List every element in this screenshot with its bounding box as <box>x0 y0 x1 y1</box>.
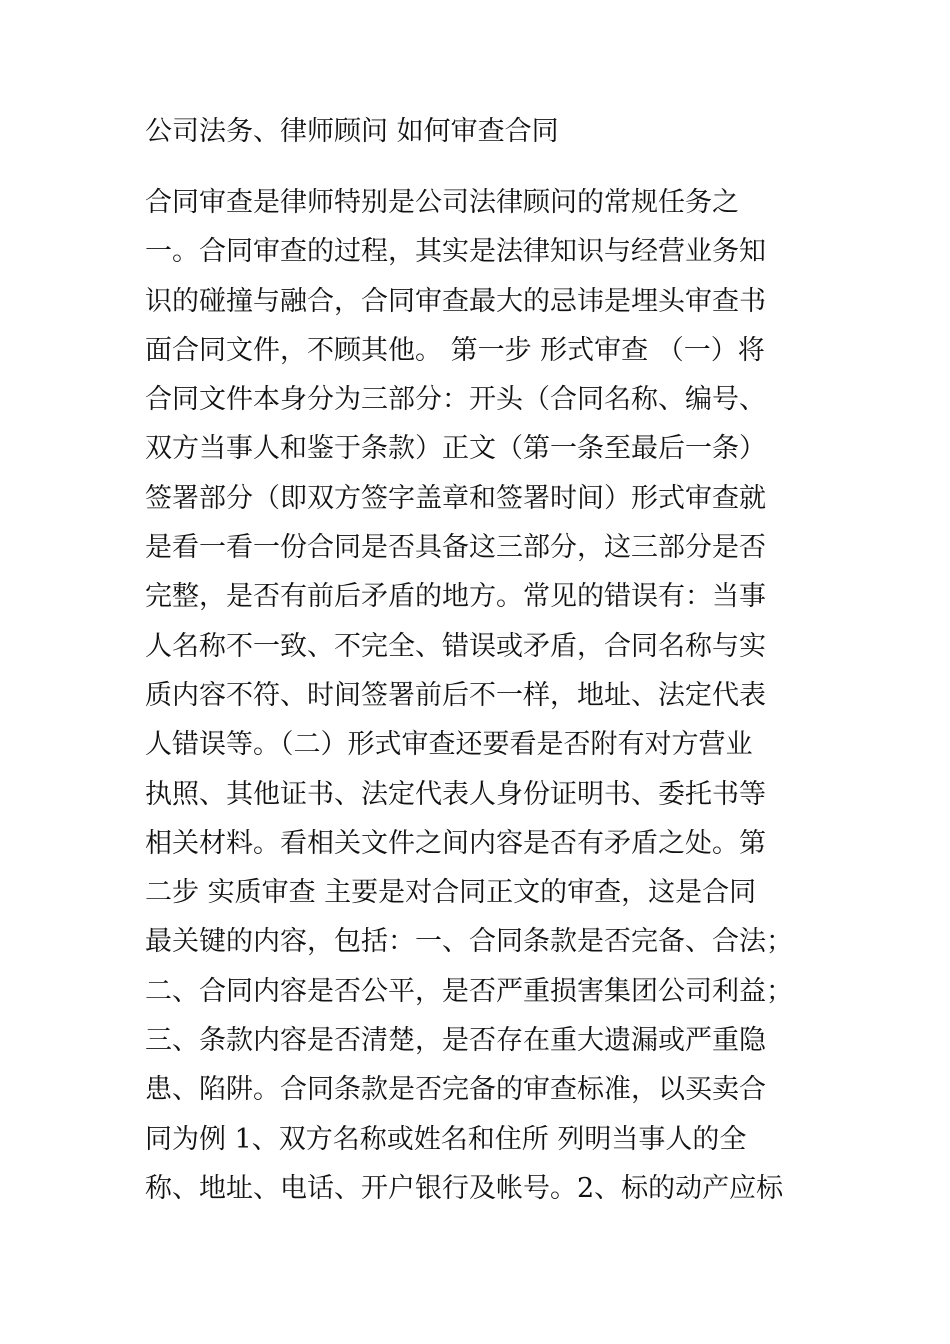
body-line: 人名称不一致、不完全、错误或矛盾，合同名称与实 <box>145 630 766 662</box>
body-line: 同为例 1、双方名称或姓名和住所 列明当事人的全 <box>145 1123 747 1155</box>
body-line: 签署部分（即双方签字盖章和签署时间）形式审查就 <box>145 482 766 514</box>
body-line: 是看一看一份合同是否具备这三部分，这三部分是否 <box>145 532 766 564</box>
body-line: 合同文件本身分为三部分：开头（合同名称、编号、 <box>145 384 766 416</box>
body-line: 二步 实质审查 主要是对合同正文的审查，这是合同 <box>145 877 757 909</box>
document-title: 公司法务、律师顾问 如何审查合同 <box>145 116 559 147</box>
body-line: 识的碰撞与融合，合同审查最大的忌讳是埋头审查书 <box>145 285 766 317</box>
body-line: 执照、其他证书、法定代表人身份证明书、委托书等 <box>145 778 766 810</box>
body-line: 一。合同审查的过程，其实是法律知识与经营业务知 <box>145 236 766 268</box>
body-line: 完整，是否有前后矛盾的地方。常见的错误有：当事 <box>145 581 766 613</box>
body-line: 患、陷阱。合同条款是否完备的审查标准，以买卖合 <box>145 1074 766 1106</box>
body-line: 最关键的内容，包括：一、合同条款是否完备、合法； <box>145 926 793 958</box>
body-line: 人错误等。（二）形式审查还要看是否附有对方营业 <box>145 729 753 761</box>
body-line: 称、地址、电话、开户银行及帐号。2、标的动产应标 <box>145 1172 784 1204</box>
body-line: 质内容不符、时间签署前后不一样，地址、法定代表 <box>145 679 766 711</box>
body-line: 二、合同内容是否公平，是否严重损害集团公司利益； <box>145 975 793 1007</box>
document-body <box>145 178 815 1213</box>
body-line: 合同审查是律师特别是公司法律顾问的常规任务之 <box>145 187 739 218</box>
body-line: 相关材料。看相关文件之间内容是否有矛盾之处。第 <box>145 827 766 859</box>
body-line: 双方当事人和鉴于条款）正文（第一条至最后一条） <box>145 433 766 465</box>
body-line: 面合同文件，不顾其他。 第一步 形式审查 （一）将 <box>145 334 765 366</box>
body-line: 三、条款内容是否清楚，是否存在重大遗漏或严重隐 <box>145 1025 766 1057</box>
